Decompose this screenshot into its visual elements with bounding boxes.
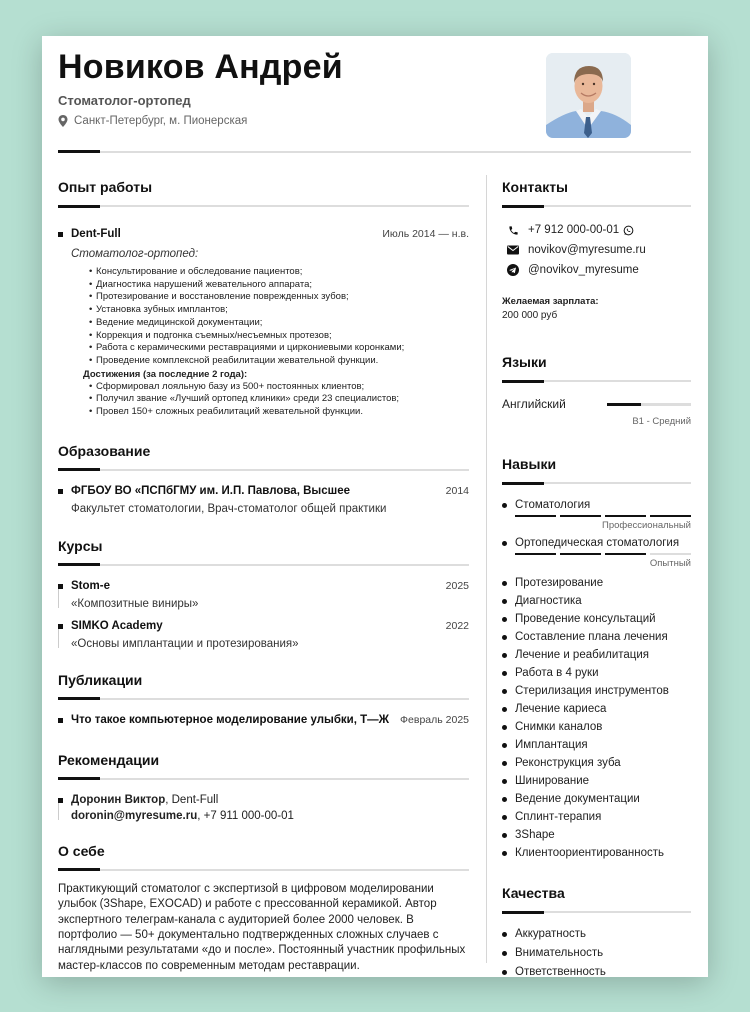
education-entry: [58, 485, 469, 515]
skill-item: Реконструкция зуба: [502, 754, 691, 772]
rated-skill-name: Стоматология: [502, 496, 691, 514]
skill-item: Сплинт-терапия: [502, 808, 691, 826]
skill-item: Снимки каналов: [502, 718, 691, 736]
skill-item: Лечение кариеса: [502, 700, 691, 718]
experience-entry: [58, 228, 469, 419]
section-divider: [502, 482, 691, 484]
phone-text: +7 912 000-00-01: [528, 224, 620, 236]
section-title-about: О себе: [58, 842, 105, 859]
skill-segment: [560, 553, 601, 555]
skill-segment: [650, 553, 691, 555]
contacts-section: [502, 179, 691, 321]
qualities-section: [502, 885, 691, 982]
duty-item: • Диагностика нарушений жевательного аппарата;: [89, 279, 469, 292]
entry-rule: [58, 589, 59, 608]
skill-segment: [560, 515, 601, 517]
recommender-phone: , +7 911 000-00-01: [197, 809, 294, 822]
recommender-email[interactable]: doronin@myresume.ru: [71, 809, 198, 822]
skill-segment: [605, 553, 646, 555]
candidate-location: [58, 115, 247, 127]
quality-item: Аккуратность: [502, 925, 691, 944]
skill-level-bar: [502, 553, 691, 555]
rated-skill-level: Профессиональный: [602, 520, 691, 531]
experience-company: Dent-Full: [71, 228, 121, 240]
bullet-square-icon: [58, 718, 63, 723]
achievement-item: • Провел 150+ сложных реабилитаций жевательной функции.: [89, 406, 469, 419]
telegram-text: @novikov_myresume: [528, 264, 639, 276]
rated-skill: [502, 496, 691, 533]
rated-skill-name: Ортопедическая стоматология: [502, 534, 691, 552]
candidate-name: Новиков Андрей: [58, 48, 343, 86]
course-entry: [58, 580, 469, 610]
contact-telegram[interactable]: [502, 260, 691, 280]
duty-item: • Консультирование и обследование пациентов;: [89, 266, 469, 279]
languages-section: [502, 354, 691, 427]
duty-item: • Проведение комплексной реабилитации жевательной функции.: [89, 355, 469, 368]
experience-section: [58, 179, 469, 419]
duty-item: • Работа с керамическими реставрациями и циркониевыми коронками;: [89, 342, 469, 355]
course-title: Stom-e: [71, 579, 110, 592]
education-institution: ФГБОУ ВО «ПСПбГМУ им. И.П. Павлова, Высшее: [71, 484, 350, 497]
education-section: [58, 443, 469, 515]
section-title-contacts: Контакты: [502, 179, 569, 195]
recommender-company: , Dent-Full: [165, 793, 219, 806]
publication-date: Февраль 2025: [400, 713, 469, 726]
section-divider: [58, 469, 469, 471]
section-title-courses: Курсы: [58, 537, 103, 554]
header-divider-accent: [58, 150, 100, 153]
quality-item: Ответственность: [502, 963, 691, 982]
candidate-position: Стоматолог-ортопед: [58, 93, 191, 108]
recommendation-entry: [58, 794, 469, 822]
skill-item: Диагностика: [502, 592, 691, 610]
recommendations-section: [58, 752, 469, 822]
bullet-square-icon: [58, 232, 63, 237]
right-column: [502, 179, 691, 982]
mail-icon: [506, 245, 520, 255]
achievement-item: • Получил звание «Лучший ортопед клиники» среди 23 специалистов;: [89, 393, 469, 406]
section-divider: [58, 205, 469, 207]
skill-item: 3Shape: [502, 826, 691, 844]
experience-dates: Июль 2014 — н.в.: [382, 228, 469, 240]
course-name: «Основы имплантации и протезирования»: [71, 637, 299, 650]
skill-segment: [515, 515, 556, 517]
language-level: B1 - Средний: [632, 416, 691, 427]
skills-section: [502, 456, 691, 862]
education-year: 2014: [445, 484, 469, 497]
skill-item: Протезирование: [502, 574, 691, 592]
section-title-qualities: Качества: [502, 885, 565, 901]
skill-item: Работа в 4 руки: [502, 664, 691, 682]
left-column: [58, 179, 469, 974]
education-faculty: Факультет стоматологии, Врач-стоматолог общей практики: [71, 502, 387, 515]
quality-item: Внимательность: [502, 944, 691, 963]
skill-item: Ведение документации: [502, 790, 691, 808]
course-year: 2025: [445, 579, 469, 592]
salary-value: 200 000 руб: [502, 310, 558, 321]
skill-item: Клиентоориентированность: [502, 844, 691, 862]
section-divider: [502, 205, 691, 207]
section-title-experience: Опыт работы: [58, 179, 153, 195]
language-level-bar: [607, 403, 691, 406]
publication-entry: [58, 714, 469, 729]
rated-skill: [502, 534, 691, 571]
entry-rule: [58, 629, 59, 648]
section-divider: [502, 911, 691, 913]
achievement-item: • Сформировал лояльную базу из 500+ постоянных клиентов;: [89, 381, 469, 394]
section-divider: [58, 869, 469, 871]
column-divider: [486, 175, 487, 963]
courses-section: [58, 538, 469, 650]
candidate-photo: [546, 53, 631, 138]
email-text: novikov@myresume.ru: [528, 244, 646, 256]
bullet-square-icon: [58, 489, 63, 494]
skill-segment: [605, 515, 646, 517]
achievements-title: Достижения (за последние 2 года):: [83, 368, 248, 380]
skill-segment: [515, 553, 556, 555]
telegram-icon: [506, 264, 520, 276]
skill-item: Стерилизация инструментов: [502, 682, 691, 700]
skill-item: Составление плана лечения: [502, 628, 691, 646]
entry-rule: [58, 803, 59, 820]
location-text: Санкт-Петербург, м. Пионерская: [74, 115, 248, 127]
experience-role: Стоматолог-ортопед:: [71, 248, 199, 260]
about-section: [58, 843, 469, 974]
header-divider: [58, 151, 691, 153]
duty-item: • Установка зубных имплантов;: [89, 304, 469, 317]
course-entry: [58, 620, 469, 650]
duties-list: [71, 266, 469, 368]
skill-item: Лечение и реабилитация: [502, 646, 691, 664]
duty-item: • Протезирование и восстановление поврежденных зубов;: [89, 291, 469, 304]
contact-phone[interactable]: [502, 220, 691, 240]
map-pin-icon: [58, 115, 68, 127]
course-name: «Композитные виниры»: [71, 597, 199, 610]
duty-item: • Коррекция и подгонка съемных/несъемных протезов;: [89, 330, 469, 343]
skill-item: Проведение консультаций: [502, 610, 691, 628]
contact-email[interactable]: [502, 240, 691, 260]
section-title-recommendations: Рекомендации: [58, 751, 160, 768]
section-title-languages: Языки: [502, 354, 547, 370]
skill-item: Имплантация: [502, 736, 691, 754]
language-level-fill: [607, 403, 641, 406]
section-divider: [58, 698, 469, 700]
publications-section: [58, 672, 469, 729]
section-divider: [58, 564, 469, 566]
duty-item: • Ведение медицинской документации;: [89, 317, 469, 330]
skills-list: [502, 574, 691, 862]
resume-page: [42, 36, 708, 977]
rated-skill-level: Опытный: [649, 558, 691, 569]
recommender-name: Доронин Виктор: [71, 793, 166, 806]
phone-icon: [506, 225, 520, 236]
whatsapp-icon: [623, 225, 634, 236]
publication-title: Что такое компьютерное моделирование улыбки, Т—Ж: [71, 713, 390, 726]
section-title-skills: Навыки: [502, 456, 557, 472]
about-text: Практикующий стоматолог с экспертизой в цифровом моделировании улыбок (3Shape, EXOCAD) и работе с прессованной керамикой. Автор экспертного телеграм-канала с аудиторией более 2000 человек. В портфолио — 50+ документально подтвержденных сложных случаев с наглядными результатами «до и после». Постоянный участник профильных мастер-классов по современным методам реставрации.: [58, 882, 466, 972]
skill-item: Шинирование: [502, 772, 691, 790]
skill-level-bar: [502, 515, 691, 517]
course-year: 2022: [445, 619, 469, 632]
course-title: SIMKO Academy: [71, 619, 163, 632]
section-divider: [502, 380, 691, 382]
achievements-list: [71, 381, 469, 419]
section-title-education: Образование: [58, 442, 151, 459]
section-title-publications: Публикации: [58, 671, 143, 688]
skill-segment: [650, 515, 691, 517]
language-name: Английский: [502, 397, 566, 411]
salary-label: Желаемая зарплата:: [502, 296, 599, 307]
section-divider: [58, 778, 469, 780]
